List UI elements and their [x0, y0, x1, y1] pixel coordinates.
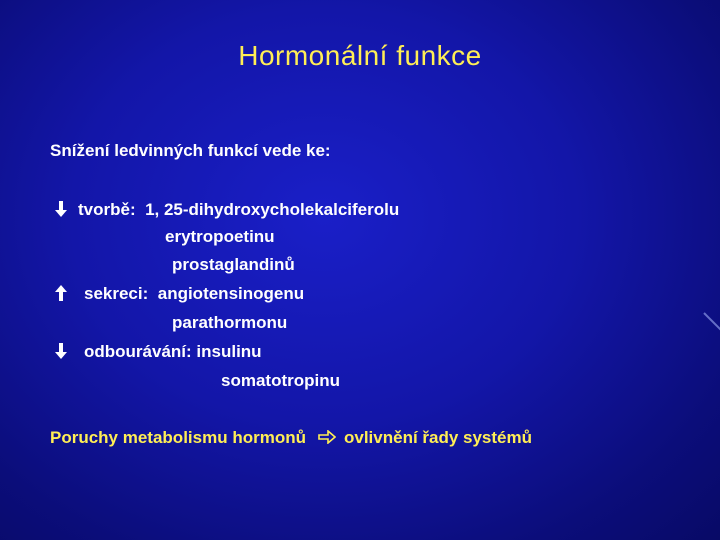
- tvorba-label: tvorbě:: [78, 200, 136, 219]
- tvorba-value-1: 1, 25-dihydroxycholekalciferolu: [145, 200, 400, 219]
- sekrece-value-2: parathormonu: [172, 313, 288, 332]
- footer-right-text: ovlivnění řady systémů: [343, 428, 533, 447]
- tvorba-value-3: prostaglandinů: [172, 255, 295, 274]
- sekrece-row: [52, 284, 304, 304]
- odbourava-row: [52, 342, 262, 362]
- decorative-line: [703, 312, 720, 330]
- intro-text: Snížení ledvinných funkcí vede ke:: [50, 141, 331, 160]
- footer-left-text: Poruchy metabolismu hormonů: [50, 428, 306, 447]
- arrow-down-icon: [52, 200, 70, 218]
- arrow-down-icon: [52, 342, 70, 360]
- odbourava-value-2: somatotropinu: [221, 371, 340, 390]
- arrow-up-icon: [52, 284, 70, 302]
- right-arrow-icon: [318, 429, 336, 443]
- sekrece-label: sekreci:: [84, 284, 149, 303]
- footer-line: [50, 428, 532, 448]
- sekrece-value-1: angiotensinogenu: [157, 284, 305, 303]
- odbourava-label: odbourávání:: [84, 342, 192, 361]
- tvorba-row: [52, 200, 399, 220]
- tvorba-value-2: erytropoetinu: [165, 227, 275, 246]
- odbourava-value-1: insulinu: [196, 342, 262, 361]
- slide-title: Hormonální funkce: [238, 40, 482, 71]
